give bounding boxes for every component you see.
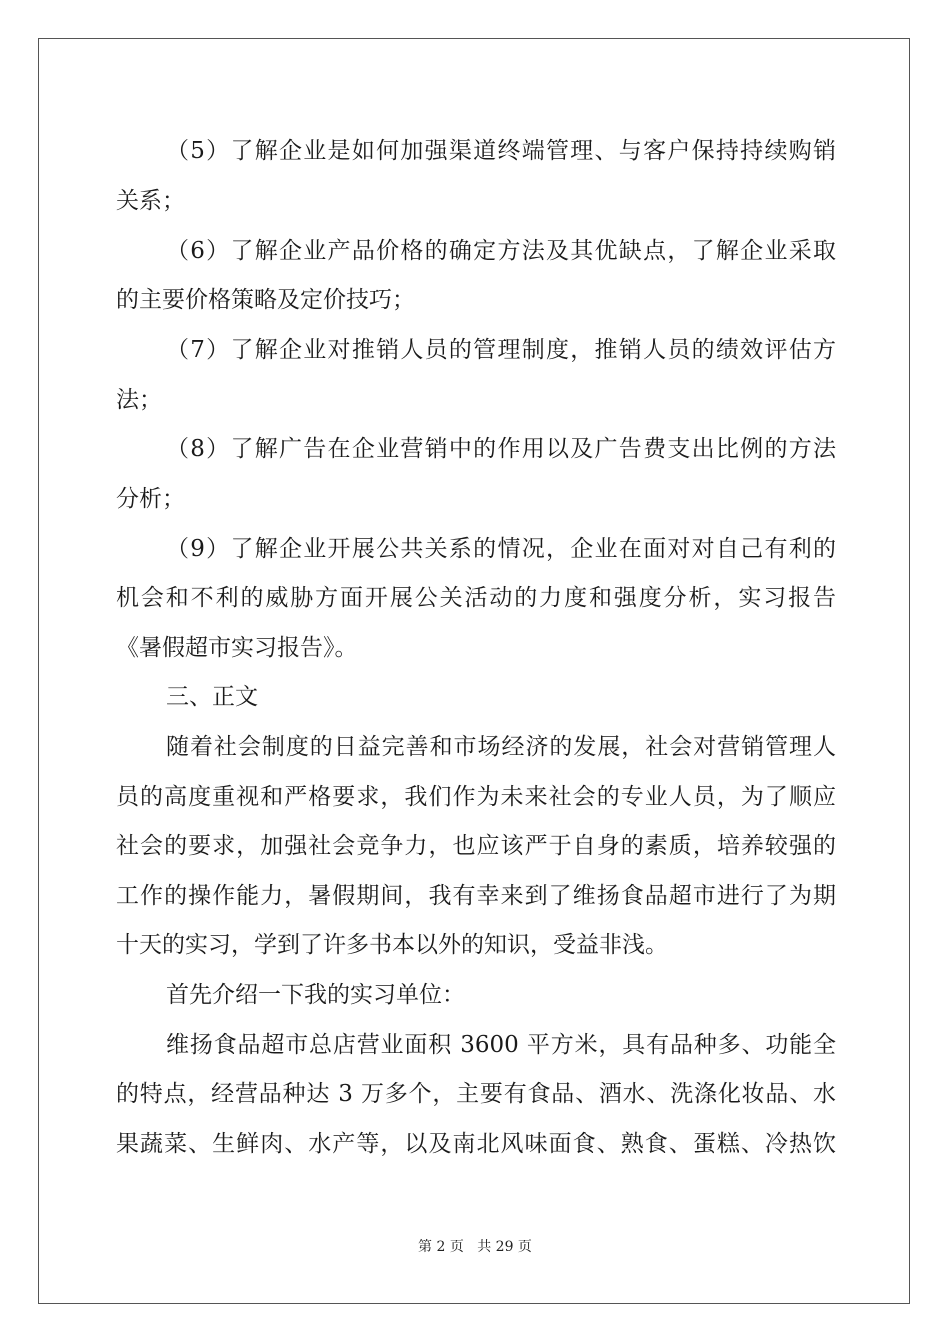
text-line: 十天的实习，学到了许多书本以外的知识，受益非浅。 <box>116 932 668 958</box>
text-line: 《暑假超市实习报告》。 <box>116 635 358 661</box>
text-line: 果蔬菜、生鲜肉、水产等，以及南北风味面食、熟食、蛋糕、冷热饮 <box>116 1131 836 1157</box>
text-line: 员的高度重视和严格要求，我们作为未来社会的专业人员，为了顺应 <box>116 784 836 810</box>
text-line: （6）了解企业产品价格的确定方法及其优缺点，了解企业采取 <box>166 238 836 264</box>
text-line: 社会的要求，加强社会竞争力，也应该严于自身的素质，培养较强的 <box>116 833 836 859</box>
section-heading: 三、正文 <box>166 684 258 710</box>
page-footer <box>0 1238 950 1256</box>
page-number: 第 2 页 <box>418 1239 464 1255</box>
text-line: （8）了解广告在企业营销中的作用以及广告费支出比例的方法 <box>166 436 836 462</box>
text-line: （7）了解企业对推销人员的管理制度，推销人员的绩效评估方 <box>166 337 836 363</box>
text-line: 分析； <box>116 486 185 512</box>
text-line: （9）了解企业开展公共关系的情况，企业在面对对自己有利的 <box>166 536 836 562</box>
text-line: 首先介绍一下我的实习单位： <box>166 982 465 1008</box>
text-line: 的主要价格策略及定价技巧； <box>116 287 415 313</box>
text-line: （5）了解企业是如何加强渠道终端管理、与客户保持持续购销 <box>166 138 836 164</box>
text-line: 工作的操作能力，暑假期间，我有幸来到了维扬食品超市进行了为期 <box>116 883 836 909</box>
text-line: 维扬食品超市总店营业面积 3600 平方米，具有品种多、功能全 <box>166 1032 836 1058</box>
text-line: 随着社会制度的日益完善和市场经济的发展，社会对营销管理人 <box>166 734 836 760</box>
total-pages: 共 29 页 <box>477 1239 532 1255</box>
text-line: 机会和不利的威胁方面开展公关活动的力度和强度分析，实习报告 <box>116 585 836 611</box>
page-border <box>38 38 910 1304</box>
text-line: 的特点，经营品种达 3 万多个，主要有食品、酒水、洗涤化妆品、水 <box>116 1081 836 1107</box>
text-line: 法； <box>116 387 162 413</box>
text-line: 关系； <box>116 188 185 214</box>
